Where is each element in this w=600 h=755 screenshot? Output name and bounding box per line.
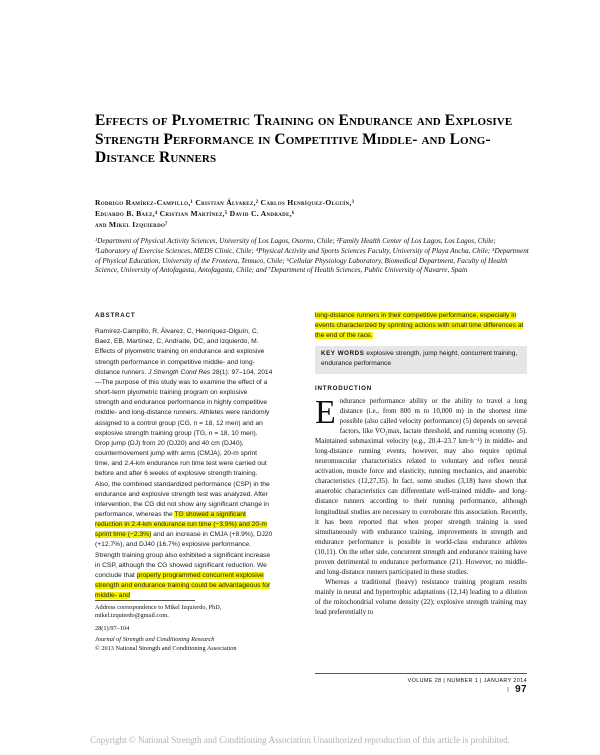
- keywords-text: explosive strength, jump height, concurrent training, endurance performance: [321, 350, 518, 367]
- copyright-watermark: Copyright © National Strength and Conditioning Association Unauthorized reproduction of this article is prohibited.: [90, 735, 510, 745]
- abstract-heading: ABSTRACT: [95, 312, 136, 319]
- journal-abbrev: J Strength Cond Res: [148, 368, 211, 376]
- journal-name: Journal of Strength and Conditioning Research: [95, 636, 215, 644]
- abstract-column: [95, 311, 273, 601]
- drop-cap: E: [315, 394, 336, 431]
- abstract-continuation: [315, 311, 527, 341]
- author-line: Rodrigo Ramírez-Campillo,¹ Cristian Álvarez,² Carlos Henríquez-Olguín,³: [95, 198, 355, 207]
- page-footer-rule: [315, 673, 527, 674]
- abstract-body-2: and an increase in CMJA (+8.9%), DJ20 (+12.7%), and DJ40 (16.7%) explosive performance. Strength training group also exhibited a significant increase in CSP, although the CG showed significant reduction. We conclude that: [95, 531, 273, 579]
- highlighted-finding: TG showed a significant reduction in 2.4-km endurance run time (−3.9%) and 20-m sprint time (−2.3%): [95, 510, 267, 539]
- highlighted-conclusion-cont: long-distance runners in their competitive performance, especially in events characterized by sprinting actions with small time differences at the end of the race.: [315, 312, 524, 340]
- abstract-body: 28(1): 97–104, 2014—The purpose of this study was to examine the effect of a short-term plyometric training program on explosive strength and endurance performance in highly competitive middle- and long-distance runners. Athletes were randomly assigned to a control group (CG, n = 18, 12 men) and an explosive strength training group (TG, n = 18, 10 men). Drop jump (DJ) from 20 (DJ20) and 40 cm (DJ40), countermovement jump with arms (CMJA), 20-m sprint time, and 2.4-km endurance run time test were carried out before and after 6 weeks of explosive strength training. Also, the combined standardized performance (CSP) in the endurance and explosive strength test was analyzed. After intervention, the CG did not show any significant change in performance, whereas the: [95, 368, 273, 518]
- correspondence-note: Address correspondence to Mikel Izquierdo, PhD, mikel.izquierdo@gmail.com.: [95, 604, 222, 620]
- keywords-box: [315, 346, 527, 374]
- paper-title: Effects of Plyometric Training on Endurance and Explosive Strength Performance in Competitive Middle- and Long-Distance Runners: [95, 112, 513, 166]
- introduction-paragraph-2: Whereas a traditional (heavy) resistance training program results mainly in neural and hypertrophic adaptations (12,14) leading to a dilution of the mitochondrial volume density (22); explosive strength training may lead preferentially to: [315, 577, 527, 616]
- abstract-text: [95, 327, 273, 601]
- volume-info: VOLUME 28 | NUMBER 1 | JANUARY 2014 |: [407, 678, 527, 693]
- author-list: [95, 197, 525, 230]
- introduction-heading: INTRODUCTION: [315, 385, 373, 392]
- introduction-body: [315, 396, 527, 617]
- introduction-paragraph: ndurance performance ability or the ability to travel a long distance (i.e., from 800 m to 10,000 m) in the shortest time possible (also called velocity performance) (5) depends on several factors, like V̇O₂max, lactate threshold, and running economy (5). Maintained submaximal velocity (e.g., 20.4–23.7 km·h⁻¹) in middle- and long-distance running events, however, may also require optimal neuromuscular characteristics related to voluntary and reflex neural activation, muscle force and elasticity, running mechanics, and anaerobic characteristics (12,27,35). In fact, some studies (3,18) have shown that anaerobic characteristics can differentiate well-trained middle- and long-distance runners according to their running performance, although longitudinal studies are necessary to corroborate this association. Recently, it has been reported that when proper strength training is used simultaneously with endurance training, improvements in strength and endurance performance is possible in world-class endurance athletes (10,11). On the other side, concurrent strength and endurance training have proven detrimental to endurance performance (21). However, no middle- and long-distance runners participated in these studies.: [315, 397, 527, 576]
- footnote: [95, 604, 275, 653]
- affiliations: ¹Department of Physical Activity Sciences, University of Los Lagos, Osorno, Chile; ²Family Health Center of Los Lagos, Los Lagos, Chile; ³Laboratory of Exercise Sciences, MEDS Clinic, Chile; ⁴Physical Activity and Sports Sciences Faculty, University of Playa Ancha, Chile; ⁵Department of Physical Education, University of the Frontera, Temuco, Chile; ⁶Cellular Physiology Laboratory, Biomedical Department, Faculty of Health Science, University of Antofagasta, Antofagasta, Chile; and ⁷Department of Health Sciences, Public University of Navarre, Spain: [95, 237, 529, 275]
- author-line: Eduardo B. Baez,⁴ Cristian Martínez,⁵ David C. Andrade,⁶: [95, 209, 295, 218]
- page-footer: [400, 678, 527, 695]
- issue-info: 28(1)/97–104: [95, 624, 130, 632]
- author-line: and Mikel Izquierdo⁷: [95, 220, 168, 229]
- abstract-citation: Ramírez-Campillo, R, Álvarez, C, Henríquez-Olguín, C, Baez, EB, Martínez, C, Andrade, DC, and Izquierdo, M. Effects of plyometric training on endurance and explosive strength performance in competitive middle- and long-distance runners.: [95, 328, 265, 376]
- copyright-note: © 2013 National Strength and Conditioning Association: [95, 644, 237, 652]
- footnote-divider: [95, 600, 195, 601]
- keywords-label: KEY WORDS: [321, 350, 365, 357]
- highlighted-conclusion: properly programmed concurrent explosive strength and endurance training could be advantageous for middle- and: [95, 571, 271, 600]
- page-number: 97: [515, 684, 527, 695]
